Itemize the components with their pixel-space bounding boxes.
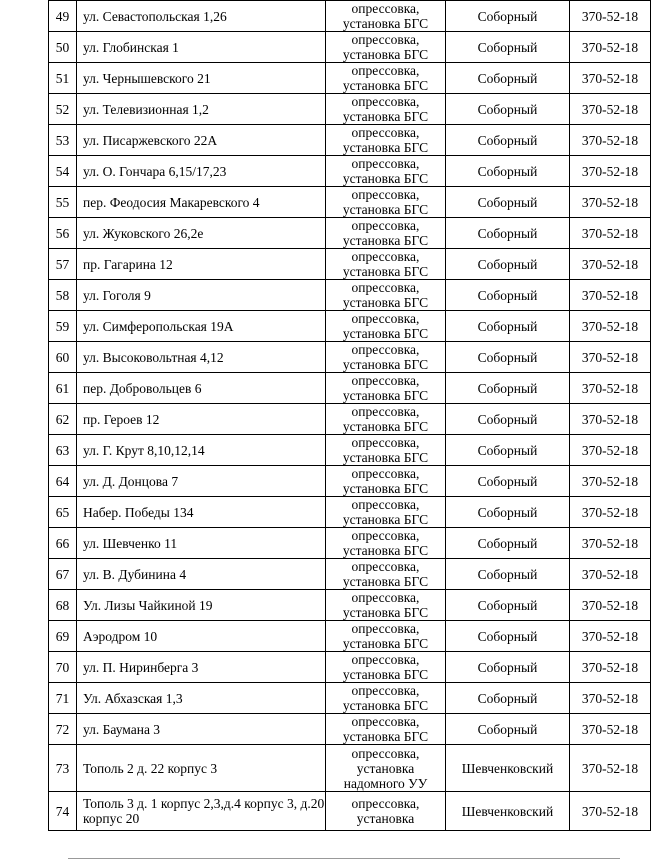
phone-cell: 370-52-18 xyxy=(570,714,651,745)
phone-cell: 370-52-18 xyxy=(570,32,651,63)
table-row xyxy=(49,249,651,280)
work-type-line: опрессовка, xyxy=(351,683,420,698)
work-type-line: установка БГС xyxy=(342,47,429,62)
row-number-cell: 70 xyxy=(49,652,77,683)
phone-cell: 370-52-18 xyxy=(570,218,651,249)
row-number-cell: 59 xyxy=(49,311,77,342)
work-type-line: опрессовка, xyxy=(351,125,420,140)
district-cell: Соборный xyxy=(446,187,570,218)
work-type-line: установка БГС xyxy=(342,574,429,589)
phone-cell: 370-52-18 xyxy=(570,497,651,528)
table-row xyxy=(49,63,651,94)
table-row xyxy=(49,435,651,466)
table-row xyxy=(49,559,651,590)
work-type-line: установка БГС xyxy=(342,605,429,620)
table-row xyxy=(49,32,651,63)
phone-cell: 370-52-18 xyxy=(570,311,651,342)
district-cell: Соборный xyxy=(446,63,570,94)
row-number-cell: 63 xyxy=(49,435,77,466)
work-type-line: опрессовка, xyxy=(351,32,420,47)
work-type-line: опрессовка, xyxy=(351,466,420,481)
work-type-cell xyxy=(326,466,446,497)
phone-cell: 370-52-18 xyxy=(570,683,651,714)
work-type-line: установка БГС xyxy=(342,140,429,155)
phone-cell: 370-52-18 xyxy=(570,1,651,32)
phone-cell: 370-52-18 xyxy=(570,249,651,280)
row-number-cell: 72 xyxy=(49,714,77,745)
row-number-cell: 64 xyxy=(49,466,77,497)
district-cell: Соборный xyxy=(446,621,570,652)
phone-cell: 370-52-18 xyxy=(570,404,651,435)
work-type-cell xyxy=(326,745,446,792)
phone-cell: 370-52-18 xyxy=(570,156,651,187)
address-cell: Тополь 3 д. 1 корпус 2,3,д.4 корпус 3, д.20 корпус 20 xyxy=(77,792,326,831)
table-row xyxy=(49,745,651,792)
work-type-line: опрессовка, xyxy=(351,559,420,574)
work-type-cell xyxy=(326,792,446,831)
phone-cell: 370-52-18 xyxy=(570,435,651,466)
address-cell: ул. Гоголя 9 xyxy=(77,280,326,311)
work-type-cell xyxy=(326,63,446,94)
phone-cell: 370-52-18 xyxy=(570,590,651,621)
row-number-cell: 69 xyxy=(49,621,77,652)
phone-cell: 370-52-18 xyxy=(570,528,651,559)
work-type-line: опрессовка, xyxy=(351,373,420,388)
address-cell: ул. Г. Крут 8,10,12,14 xyxy=(77,435,326,466)
work-type-cell xyxy=(326,528,446,559)
district-cell: Соборный xyxy=(446,32,570,63)
work-type-cell xyxy=(326,683,446,714)
phone-cell: 370-52-18 xyxy=(570,94,651,125)
phone-cell: 370-52-18 xyxy=(570,373,651,404)
repair-schedule-table xyxy=(48,0,651,831)
table-row xyxy=(49,683,651,714)
row-number-cell: 74 xyxy=(49,792,77,831)
work-type-cell xyxy=(326,187,446,218)
table-row xyxy=(49,373,651,404)
work-type-cell xyxy=(326,311,446,342)
work-type-line: установка xyxy=(356,760,415,776)
address-cell: ул. Писаржевского 22А xyxy=(77,125,326,156)
row-number-cell: 57 xyxy=(49,249,77,280)
work-type-line: установка БГС xyxy=(342,16,429,31)
work-type-line: опрессовка, xyxy=(351,187,420,202)
district-cell: Шевченковский xyxy=(446,792,570,831)
district-cell: Соборный xyxy=(446,342,570,373)
phone-cell: 370-52-18 xyxy=(570,652,651,683)
work-type-line: установка БГС xyxy=(342,202,429,217)
district-cell: Соборный xyxy=(446,590,570,621)
work-type-line: опрессовка, xyxy=(351,218,420,233)
work-type-line: опрессовка, xyxy=(351,497,420,512)
work-type-cell xyxy=(326,342,446,373)
work-type-line: установка БГС xyxy=(342,357,429,372)
district-cell: Соборный xyxy=(446,404,570,435)
work-type-cell xyxy=(326,621,446,652)
work-type-cell xyxy=(326,435,446,466)
work-type-line: установка БГС xyxy=(342,388,429,403)
work-type-cell xyxy=(326,94,446,125)
work-type-line: опрессовка, xyxy=(351,342,420,357)
phone-cell: 370-52-18 xyxy=(570,63,651,94)
table-row xyxy=(49,1,651,32)
district-cell: Соборный xyxy=(446,1,570,32)
work-type-line: установка БГС xyxy=(342,729,429,744)
address-cell: ул. В. Дубинина 4 xyxy=(77,559,326,590)
work-type-line: опрессовка, xyxy=(351,745,420,761)
table-row xyxy=(49,497,651,528)
work-type-cell xyxy=(326,590,446,621)
address-cell: ул. П. Ниринберга 3 xyxy=(77,652,326,683)
table-row xyxy=(49,466,651,497)
table-row xyxy=(49,590,651,621)
phone-cell: 370-52-18 xyxy=(570,559,651,590)
address-cell: Аэродром 10 xyxy=(77,621,326,652)
work-type-line: установка БГС xyxy=(342,450,429,465)
table-row xyxy=(49,311,651,342)
table-row xyxy=(49,187,651,218)
address-cell: ул. Шевченко 11 xyxy=(77,528,326,559)
work-type-line: установка БГС xyxy=(342,698,429,713)
work-type-cell xyxy=(326,497,446,528)
row-number-cell: 50 xyxy=(49,32,77,63)
page-bottom-rule xyxy=(68,858,620,859)
work-type-line: опрессовка, xyxy=(351,796,420,811)
table-row xyxy=(49,156,651,187)
row-number-cell: 60 xyxy=(49,342,77,373)
work-type-line: опрессовка, xyxy=(351,311,420,326)
work-type-line: установка xyxy=(356,811,415,826)
work-type-line: опрессовка, xyxy=(351,280,420,295)
address-cell: Набер. Победы 134 xyxy=(77,497,326,528)
work-type-line: опрессовка, xyxy=(351,528,420,543)
work-type-line: опрессовка, xyxy=(351,435,420,450)
row-number-cell: 66 xyxy=(49,528,77,559)
district-cell: Соборный xyxy=(446,466,570,497)
phone-cell: 370-52-18 xyxy=(570,621,651,652)
phone-cell: 370-52-18 xyxy=(570,745,651,792)
work-type-cell xyxy=(326,652,446,683)
table-row xyxy=(49,125,651,156)
work-type-line: опрессовка, xyxy=(351,404,420,419)
work-type-line: установка БГС xyxy=(342,667,429,682)
address-cell: ул. Жуковского 26,2е xyxy=(77,218,326,249)
row-number-cell: 58 xyxy=(49,280,77,311)
row-number-cell: 52 xyxy=(49,94,77,125)
address-cell: пер. Феодосия Макаревского 4 xyxy=(77,187,326,218)
row-number-cell: 55 xyxy=(49,187,77,218)
row-number-cell: 62 xyxy=(49,404,77,435)
row-number-cell: 67 xyxy=(49,559,77,590)
work-type-cell xyxy=(326,218,446,249)
work-type-cell xyxy=(326,373,446,404)
row-number-cell: 68 xyxy=(49,590,77,621)
row-number-cell: 49 xyxy=(49,1,77,32)
work-type-cell xyxy=(326,1,446,32)
work-type-line: установка БГС xyxy=(342,419,429,434)
phone-cell: 370-52-18 xyxy=(570,466,651,497)
row-number-cell: 54 xyxy=(49,156,77,187)
work-type-line: установка БГС xyxy=(342,109,429,124)
work-type-line: установка БГС xyxy=(342,636,429,651)
address-cell: пр. Гагарина 12 xyxy=(77,249,326,280)
district-cell: Соборный xyxy=(446,683,570,714)
work-type-line: установка БГС xyxy=(342,295,429,310)
work-type-cell xyxy=(326,714,446,745)
work-type-line: установка БГС xyxy=(342,512,429,527)
work-type-cell xyxy=(326,559,446,590)
address-cell: ул. Глобинская 1 xyxy=(77,32,326,63)
row-number-cell: 51 xyxy=(49,63,77,94)
work-type-line: установка БГС xyxy=(342,171,429,186)
address-cell: ул. Чернышевского 21 xyxy=(77,63,326,94)
work-type-line: опрессовка, xyxy=(351,652,420,667)
row-number-cell: 71 xyxy=(49,683,77,714)
district-cell: Соборный xyxy=(446,373,570,404)
work-type-cell xyxy=(326,156,446,187)
table-row xyxy=(49,404,651,435)
phone-cell: 370-52-18 xyxy=(570,280,651,311)
work-type-line: установка БГС xyxy=(342,78,429,93)
address-cell: ул. О. Гончара 6,15/17,23 xyxy=(77,156,326,187)
row-number-cell: 73 xyxy=(49,745,77,792)
address-cell: Ул. Абхазская 1,3 xyxy=(77,683,326,714)
address-cell: ул. Д. Донцова 7 xyxy=(77,466,326,497)
phone-cell: 370-52-18 xyxy=(570,187,651,218)
district-cell: Соборный xyxy=(446,497,570,528)
address-cell: ул. Севастопольская 1,26 xyxy=(77,1,326,32)
table-row xyxy=(49,528,651,559)
work-type-line: опрессовка, xyxy=(351,63,420,78)
work-type-line: установка БГС xyxy=(342,481,429,496)
work-type-line: опрессовка, xyxy=(351,714,420,729)
address-cell: пер. Добровольцев 6 xyxy=(77,373,326,404)
table-row xyxy=(49,621,651,652)
work-type-line: опрессовка, xyxy=(351,94,420,109)
phone-cell: 370-52-18 xyxy=(570,342,651,373)
address-cell: Ул. Лизы Чайкиной 19 xyxy=(77,590,326,621)
district-cell: Соборный xyxy=(446,559,570,590)
address-cell: ул. Баумана 3 xyxy=(77,714,326,745)
address-cell: пр. Героев 12 xyxy=(77,404,326,435)
table-body xyxy=(49,1,651,831)
work-type-line: установка БГС xyxy=(342,543,429,558)
district-cell: Соборный xyxy=(446,249,570,280)
district-cell: Шевченковский xyxy=(446,745,570,792)
district-cell: Соборный xyxy=(446,125,570,156)
work-type-line: установка БГС xyxy=(342,326,429,341)
address-cell: ул. Телевизионная 1,2 xyxy=(77,94,326,125)
work-type-line: надомного УУ xyxy=(343,775,428,791)
district-cell: Соборный xyxy=(446,94,570,125)
work-type-cell xyxy=(326,249,446,280)
phone-cell: 370-52-18 xyxy=(570,125,651,156)
district-cell: Соборный xyxy=(446,156,570,187)
work-type-line: опрессовка, xyxy=(351,249,420,264)
table-row xyxy=(49,652,651,683)
address-cell: ул. Высоковольтная 4,12 xyxy=(77,342,326,373)
district-cell: Соборный xyxy=(446,218,570,249)
address-cell: ул. Симферопольская 19А xyxy=(77,311,326,342)
district-cell: Соборный xyxy=(446,714,570,745)
table-row xyxy=(49,218,651,249)
table-row xyxy=(49,280,651,311)
work-type-line: опрессовка, xyxy=(351,621,420,636)
table-row xyxy=(49,792,651,831)
district-cell: Соборный xyxy=(446,311,570,342)
row-number-cell: 53 xyxy=(49,125,77,156)
table-row xyxy=(49,714,651,745)
work-type-line: опрессовка, xyxy=(351,1,420,16)
work-type-cell xyxy=(326,404,446,435)
work-type-line: опрессовка, xyxy=(351,590,420,605)
row-number-cell: 61 xyxy=(49,373,77,404)
work-type-cell xyxy=(326,32,446,63)
district-cell: Соборный xyxy=(446,652,570,683)
row-number-cell: 65 xyxy=(49,497,77,528)
work-type-line: установка БГС xyxy=(342,233,429,248)
table-row xyxy=(49,342,651,373)
district-cell: Соборный xyxy=(446,280,570,311)
address-cell: Тополь 2 д. 22 корпус 3 xyxy=(77,745,326,792)
row-number-cell: 56 xyxy=(49,218,77,249)
work-type-cell xyxy=(326,280,446,311)
work-type-cell xyxy=(326,125,446,156)
table-row xyxy=(49,94,651,125)
phone-cell: 370-52-18 xyxy=(570,792,651,831)
work-type-line: установка БГС xyxy=(342,264,429,279)
work-type-line: опрессовка, xyxy=(351,156,420,171)
district-cell: Соборный xyxy=(446,435,570,466)
district-cell: Соборный xyxy=(446,528,570,559)
